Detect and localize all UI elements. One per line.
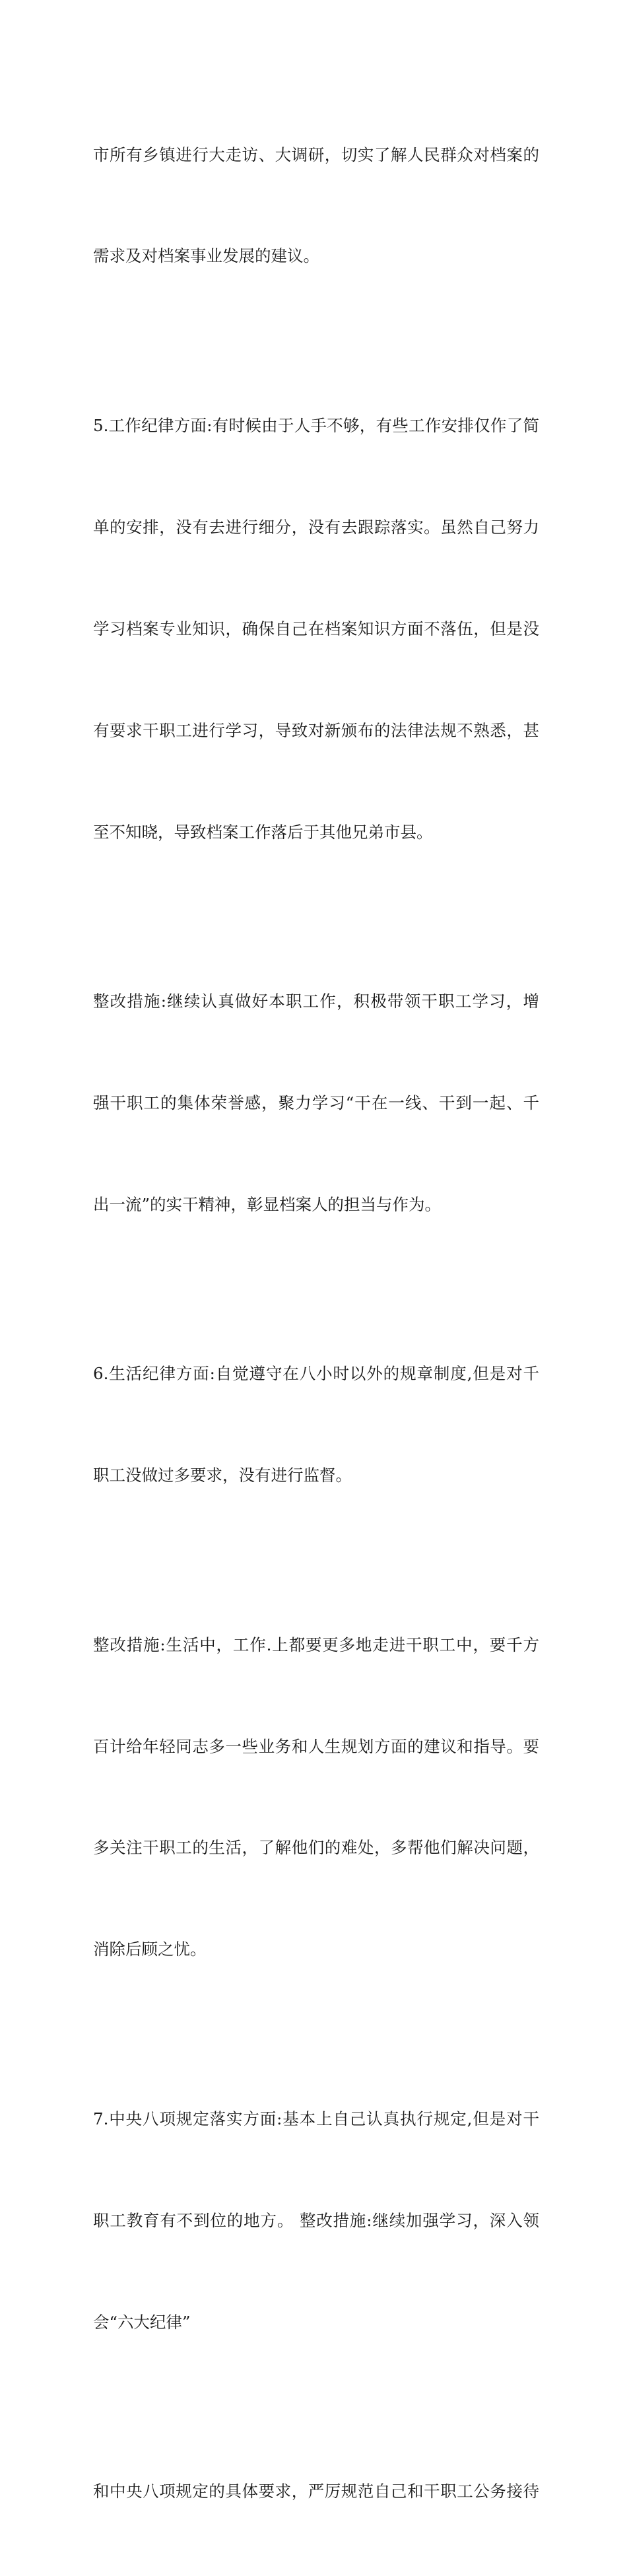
text-line: 和中央八项规定的具体要求，严厉规范自己和干职工公务接待 xyxy=(93,2482,539,2501)
text-line: 消除后顾之忧。 xyxy=(93,1940,207,1959)
text-line: 7.中央八项规定落实方面:基本上自己认真执行规定,但是对干 xyxy=(93,2109,539,2128)
text-line: 需求及对档案事业发展的建议。 xyxy=(93,246,319,266)
text-line: 会“六大纪律” xyxy=(93,2312,191,2332)
text-line: 整改措施:生活中，工作.上都要更多地走进干职工中，要千方 xyxy=(93,1635,539,1654)
text-line: 百计给年轻同志多一些业务和人生规划方面的建议和指导。要 xyxy=(93,1736,539,1756)
text-line: 5.工作纪律方面:有时候由于人手不够，有些工作安排仅作了简 xyxy=(93,415,539,435)
text-line: 有要求干职工进行学习，导致对新颁布的法律法规不熟悉，甚 xyxy=(93,720,539,740)
text-line: 整改措施:继续认真做好本职工作，积极带领干职工学习，增 xyxy=(93,992,539,1011)
paragraph-4 xyxy=(93,1289,539,1560)
text-line: 强干职工的集体荣誉感，聚力学习“干在一线、干到一起、千 xyxy=(93,1093,539,1112)
text-line: 职工教育有不到位的地方。 整改措施:继续加强学习，深入领 xyxy=(93,2210,539,2230)
text-line: 6.生活纪律方面:自觉遵守在八小时以外的规章制度,但是对千 xyxy=(93,1364,539,1384)
paragraph-1 xyxy=(93,70,539,341)
text-line: 出一流”的实干精神，彰显档案人的担当与作为。 xyxy=(93,1194,442,1214)
paragraph-5 xyxy=(93,1560,539,2034)
text-line: 学习档案专业知识，确保自己在档案知识方面不落伍，但是没 xyxy=(93,619,539,638)
paragraph-6 xyxy=(93,2034,539,2406)
paragraph-2 xyxy=(93,341,539,916)
paragraph-7 xyxy=(93,2406,539,2575)
document-body xyxy=(93,70,539,2576)
paragraph-3 xyxy=(93,916,539,1289)
text-line: 单的安排，没有去进行细分，没有去跟踪落实。虽然自己努力 xyxy=(93,517,539,537)
text-line: 职工没做过多要求，没有进行监督。 xyxy=(93,1466,352,1485)
text-line: 至不知晓，导致档案工作落后于其他兄弟市县。 xyxy=(93,822,433,842)
text-line: 市所有乡镇进行大走访、大调研，切实了解人民群众对档案的 xyxy=(93,145,539,164)
text-line: 多关注干职工的生活，了解他们的难处，多帮他们解决问题， xyxy=(93,1838,539,1858)
